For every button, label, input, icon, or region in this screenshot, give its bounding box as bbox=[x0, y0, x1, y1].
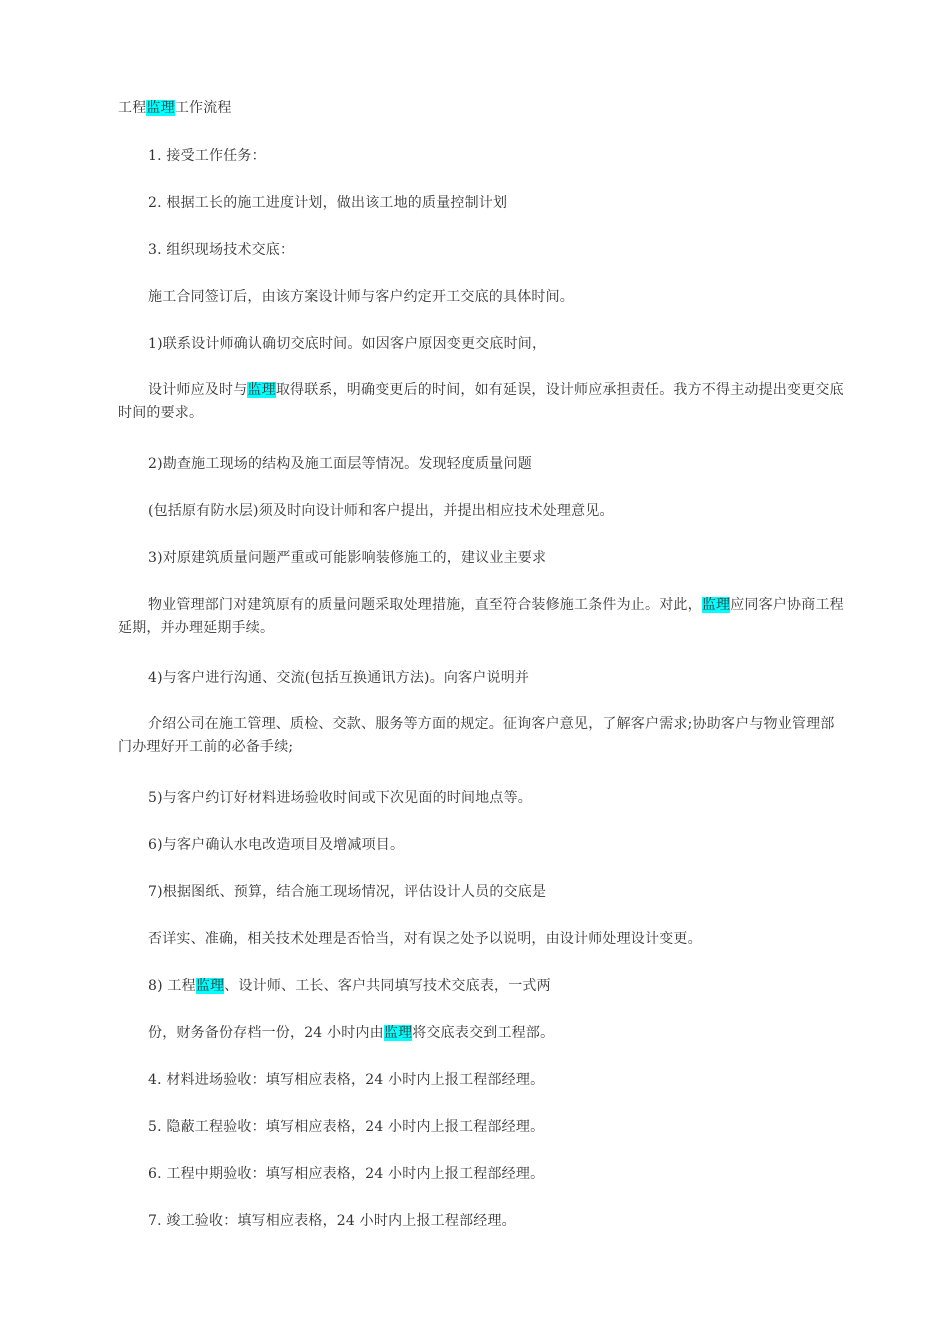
paragraph-text: 份，财务备份存档一份，24 小时内由 bbox=[148, 1025, 384, 1041]
sub-item-2: 2)勘查施工现场的结构及施工面层等情况。发现轻度质量问题 bbox=[148, 456, 532, 472]
paragraph bbox=[118, 379, 844, 425]
step-2: 2. 根据工长的施工进度计划，做出该工地的质量控制计划 bbox=[148, 195, 508, 211]
step-5: 5. 隐蔽工程验收：填写相应表格，24 小时内上报工程部经理。 bbox=[148, 1119, 545, 1135]
paragraph: (包括原有防水层)须及时向设计师和客户提出，并提出相应技术处理意见。 bbox=[148, 503, 614, 519]
paragraph-text: 取得联系，明确变更后的时间，如有延误，设计师应承担责任。我方不得主动提出变更交底时间的要求。 bbox=[118, 382, 844, 421]
step-1: 1. 接受工作任务： bbox=[148, 148, 266, 164]
highlight-mark: 监理 bbox=[701, 597, 731, 613]
paragraph: 施工合同签订后，由该方案设计师与客户约定开工交底的具体时间。 bbox=[148, 289, 574, 305]
document-title bbox=[118, 96, 846, 120]
sub-item-6: 6)与客户确认水电改造项目及增减项目。 bbox=[148, 837, 405, 853]
step-6: 6. 工程中期验收：填写相应表格，24 小时内上报工程部经理。 bbox=[148, 1166, 545, 1182]
sub-item-4: 4)与客户进行沟通、交流(包括互换通讯方法)。向客户说明并 bbox=[148, 670, 530, 686]
paragraph-text: 应同客户协商工程延期，并办理延期手续。 bbox=[118, 597, 844, 636]
sub-item-1: 1)联系设计师确认确切交底时间。如因客户原因变更交底时间， bbox=[148, 336, 547, 352]
title-text: 工作流程 bbox=[174, 100, 232, 116]
paragraph: 介绍公司在施工管理、质检、交款、服务等方面的规定。征询客户意见，了解客户需求;协助客户与物业管理部门办理好开工前的必备手续; bbox=[118, 716, 835, 755]
step-7: 7. 竣工验收：填写相应表格，24 小时内上报工程部经理。 bbox=[148, 1213, 516, 1229]
sub-item-3: 3)对原建筑质量问题严重或可能影响装修施工的，建议业主要求 bbox=[148, 550, 547, 566]
title-text: 工程 bbox=[118, 100, 147, 116]
step-3: 3. 组织现场技术交底： bbox=[148, 242, 295, 258]
highlight-mark: 监理 bbox=[146, 100, 175, 116]
sub-item-8 bbox=[148, 974, 876, 998]
paragraph-text: 将交底表交到工程部。 bbox=[412, 1025, 555, 1041]
highlight-mark: 监理 bbox=[383, 1025, 413, 1041]
paragraph bbox=[148, 1021, 876, 1045]
paragraph-text: 8) 工程 bbox=[148, 978, 196, 994]
paragraph-text: 物业管理部门对建筑原有的质量问题采取处理措施，直至符合装修施工条件为止。对此， bbox=[148, 597, 702, 613]
step-4: 4. 材料进场验收：填写相应表格，24 小时内上报工程部经理。 bbox=[148, 1072, 545, 1088]
sub-item-5: 5)与客户约订好材料进场验收时间或下次见面的时间地点等。 bbox=[148, 790, 532, 806]
highlight-mark: 监理 bbox=[195, 978, 225, 994]
paragraph-text: 设计师应及时与 bbox=[148, 382, 248, 398]
paragraph-text: 、设计师、工长、客户共同填写技术交底表，一式两 bbox=[224, 978, 551, 994]
paragraph: 否详实、准确，相关技术处理是否恰当，对有误之处予以说明，由设计师处理设计变更。 bbox=[148, 931, 702, 947]
sub-item-7: 7)根据图纸、预算，结合施工现场情况，评估设计人员的交底是 bbox=[148, 884, 547, 900]
highlight-mark: 监理 bbox=[247, 382, 276, 398]
paragraph bbox=[118, 594, 844, 640]
